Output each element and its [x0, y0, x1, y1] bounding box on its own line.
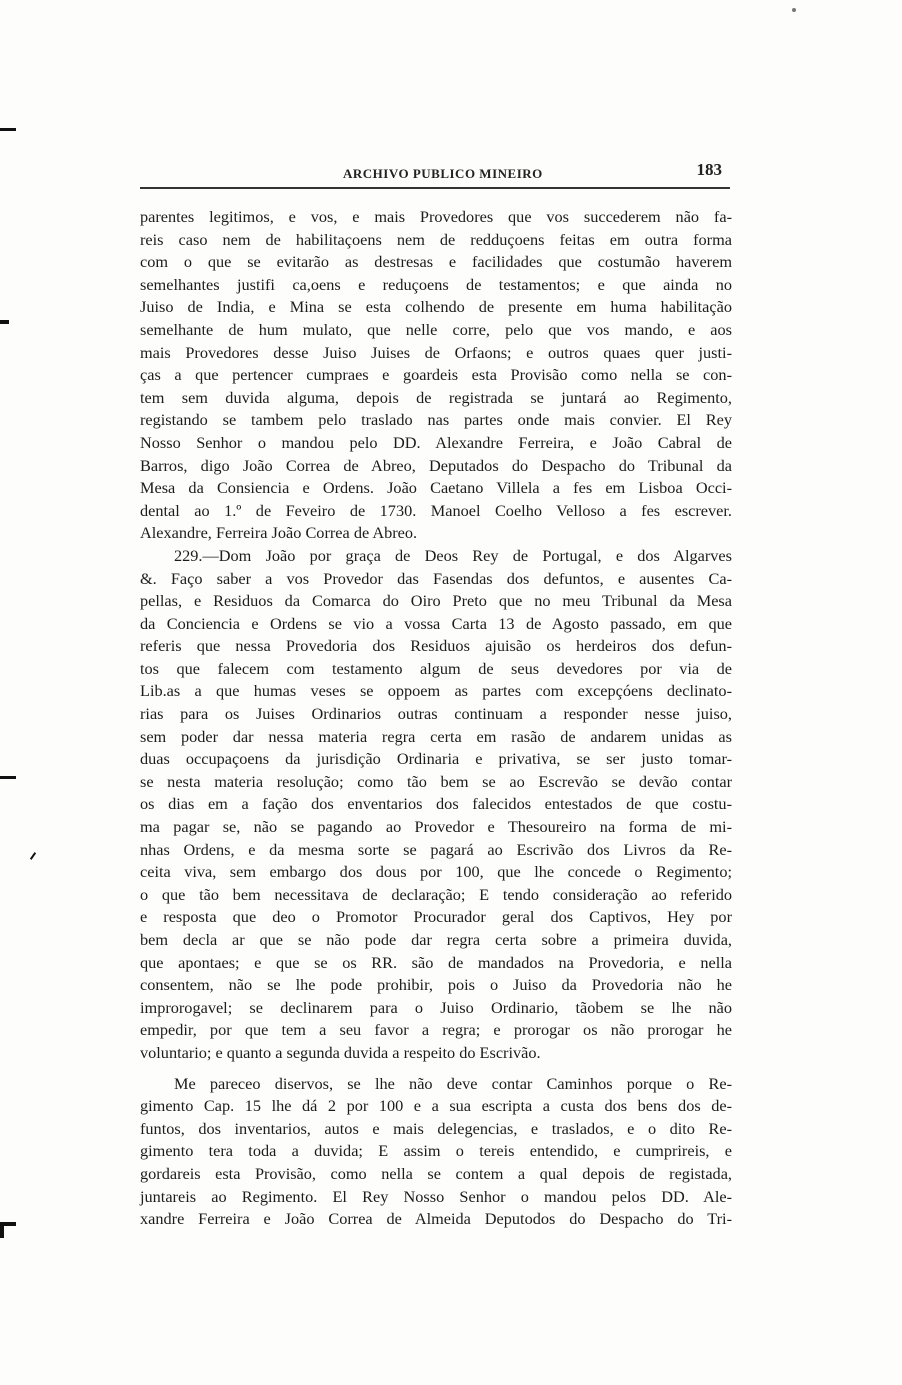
header-rule [140, 187, 730, 189]
text-line: mais Provedores desse Juiso Juises de Orfaons; e outros quaes quer justi- [140, 342, 732, 362]
paragraph-gap [140, 1065, 732, 1073]
page-number: 183 [696, 160, 722, 179]
text-line: Alexandre, Ferreira João Correa de Abreo. [140, 523, 418, 543]
text-line: Lib.as a que humas veses se oppoem as partes com excepçóens declinato- [140, 681, 732, 701]
body-text [140, 206, 732, 1231]
text-line: dental ao 1.º de Feveiro de 1730. Manoel Coelho Velloso a fes escrever. [140, 500, 732, 520]
text-line: Nosso Senhor o mandou pelo DD. Alexandre Ferreira, e João Cabral de [140, 432, 732, 452]
text-line: ma pagar se, não se pagando ao Provedor e Thesoureiro na forma de mi- [140, 817, 732, 837]
paragraph-1 [140, 206, 732, 545]
text-line: xandre Ferreira e João Correa de Almeida Deputodos do Despacho do Tri- [140, 1209, 732, 1229]
text-line: sem poder dar nessa materia regra certa em rasão de andarem unidas as [140, 726, 732, 746]
text-line: parentes legitimos, e vos, e mais Provedores que vos succederem não fa- [140, 207, 732, 226]
text-line: ceita viva, sem embargo dos dous por 100, que lhe concede o Regimento; [140, 862, 732, 882]
text-line: Juiso de India, e Mina se esta colhendo de presente em huma habilitação [140, 297, 732, 317]
text-line: e resposta que deo o Promotor Procurador geral dos Captivos, Hey por [140, 907, 732, 927]
text-line: que apontaes; e que se os RR. são de mandados na Provedoria, e nella [140, 952, 732, 972]
scan-mark [0, 1222, 4, 1238]
text-line: os dias em a fação dos enventarios dos falecidos entestados de que costu- [140, 794, 732, 814]
text-line: com o que se evitarão as destresas e facilidades que costumão haverem [140, 252, 732, 272]
text-line: pellas, e Residuos da Comarca do Oiro Preto que no meu Tribunal da Mesa [140, 591, 732, 611]
text-line: gimento Cap. 15 lhe dá 2 por 100 e a sua escripta a custa dos bens dos de- [140, 1096, 732, 1116]
text-line: consentem, não se lhe pode prohibir, pois o Juiso da Provedoria não he [140, 975, 732, 995]
text-line: Me pareceo diservos, se lhe não deve contar Caminhos porque o Re- [174, 1073, 732, 1093]
text-line: Barros, digo João Correa de Abreo, Deputados do Despacho do Tribunal da [140, 455, 732, 475]
scan-mark [0, 320, 9, 324]
text-line: gordareis esta Provisão, como nella se contem a qual depois de registada, [140, 1163, 732, 1183]
scan-mark [30, 852, 36, 860]
text-line: voluntario; e quanto a segunda duvida a respeito do Escrivão. [140, 1042, 541, 1062]
paragraph-2 [140, 545, 732, 1065]
text-line: ças a que pertencer cumpraes e goardeis esta Provisão como nella se con- [140, 365, 732, 385]
text-line: bem decla ar que se não pode dar regra certa sobre a primeira duvida, [140, 930, 732, 949]
text-line: funtos, dos inventarios, autos e mais delegencias, e traslados, e o dito Re- [140, 1118, 732, 1138]
text-line: semelhantes justifi ca,oens e reduçoens de testamentos; e que ainda no [140, 274, 732, 294]
text-line: da Conciencia e Ordens se vio a vossa Carta 13 de Agosto passado, em que [140, 613, 732, 633]
text-line: semelhante de hum mulato, que nelle corre, pelo que vos mando, e aos [140, 319, 732, 339]
text-line: o que tão bem necessitava de declaração; E tendo consideração ao referido [140, 884, 732, 904]
page-header [138, 158, 730, 186]
text-line: empedir, por que tem a seu favor a regra; e prorogar os não prorogar he [140, 1020, 732, 1040]
text-line: improrogavel; se declinarem para o Juiso Ordinario, tãobem se lhe não [140, 997, 732, 1017]
text-line: reis caso nem de habilitaçoens nem de redduçoens feitas em outra forma [140, 229, 732, 249]
text-line: duas occupaçoens da jurisdição Ordinaria e privativa, se ser justo tomar- [140, 749, 732, 769]
text-line: 229.—Dom João por graça de Deos Rey de Portugal, e dos Algarves [174, 545, 732, 565]
scan-speck [792, 8, 796, 12]
paragraph-3 [140, 1073, 732, 1231]
text-line: tem sem duvida alguma, depois de registrada se juntará ao Regimento, [140, 387, 732, 407]
running-title: ARCHIVO PUBLICO MINEIRO [343, 166, 543, 181]
text-line: se nesta materia resolução; como tão bem se ao Escrevão se devão contar [140, 771, 732, 791]
text-line: Mesa da Consiencia e Ordens. João Caetano Villela a fes em Lisboa Occi- [140, 478, 732, 498]
text-line: registando se tambem pelo traslado nas partes onde mais convier. El Rey [140, 410, 732, 430]
text-line: gimento tera toda a duvida; E assim o tereis entendido, e cumprireis, e [140, 1141, 732, 1161]
scan-mark [0, 128, 16, 131]
scan-mark [0, 776, 16, 779]
text-line: referis que nessa Provedoria dos Residuos ajuisão os herdeiros dos defun- [140, 636, 732, 656]
text-line: juntareis ao Regimento. El Rey Nosso Senhor o mandou pelos DD. Ale- [140, 1186, 732, 1206]
text-line: nhas Ordens, e da mesma sorte se pagará ao Escrivão dos Livros da Re- [140, 839, 732, 859]
text-line: tos que falecem com testamento algum de seus devedores por via de [140, 658, 732, 678]
text-line: rias para os Juises Ordinarios outras continuam a responder nesse juiso, [140, 704, 732, 724]
text-line: &. Faço saber a vos Provedor das Fasendas dos defuntos, e ausentes Ca- [140, 568, 732, 588]
